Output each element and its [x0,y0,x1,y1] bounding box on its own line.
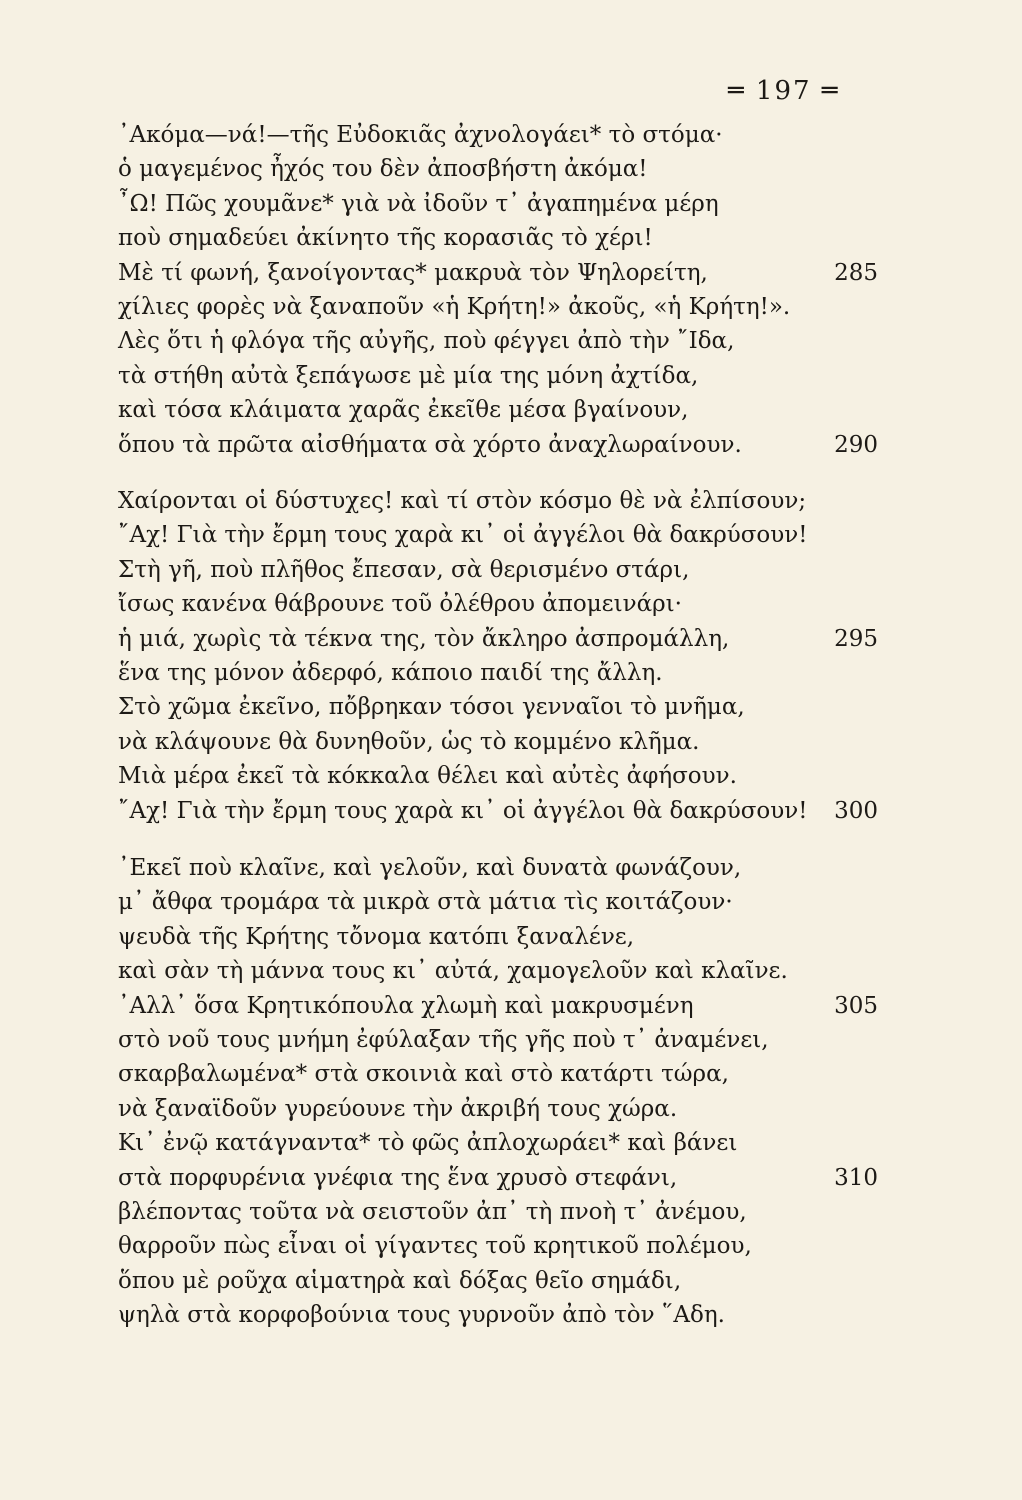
verse-text: μ᾿ ἄθφα τρομάρα τὰ μικρὰ στὰ μάτια τὶς κοιτάζουν· [118,889,733,916]
stanza-2 [118,484,878,828]
line-number: 300 [834,797,878,824]
verse-text: ᾿Εκεῖ ποὺ κλαῖνε, καὶ γελοῦν, καὶ δυνατὰ φωνάζουν, [118,855,742,881]
verse-line [118,656,878,690]
verse-line [118,725,878,759]
verse-text: στὰ πορφυρένια γνέφια της ἕνα χρυσὸ στεφάνι, [118,1164,678,1191]
line-number: 305 [834,992,878,1019]
verse-text: ῎Αχ! Γιὰ τὴν ἔρμη τους χαρὰ κι᾿ οἱ ἀγγέλοι θὰ δακρύσουν! [118,522,808,549]
verse-line [118,1092,878,1126]
verse-line [118,118,878,152]
verse-line [118,587,878,621]
verse-line [118,518,878,552]
verse-line [118,920,878,954]
verse-line [118,794,878,828]
verse-line [118,1023,878,1057]
verse-text: ψηλὰ στὰ κορφοβούνια τους γυρνοῦν ἀπὸ τὸν ῞Αδη. [118,1302,725,1329]
line-number: 285 [834,259,878,286]
verse-text: καὶ σὰν τὴ μάννα τους κι᾿ αὐτά, χαμογελοῦν καὶ κλαῖνε. [118,958,788,985]
verse-text: νὰ κλάψουνε θὰ δυνηθοῦν, ὡς τὸ κομμένο κλῆμα. [118,728,700,755]
verse-text: Χαίρονται οἱ δύστυχες! καὶ τί στὸν κόσμο θὲ νὰ ἐλπίσουν; [118,488,807,514]
line-number: 290 [834,431,878,458]
verse-line [118,221,878,255]
verse-line [118,256,878,290]
verse-line [118,1229,878,1263]
verse-text: Στὸ χῶμα ἐκεῖνο, πὄβρηκαν τόσοι γενναῖοι τὸ μνῆμα, [118,694,745,721]
verse-line [118,428,878,462]
verse-line [118,851,878,885]
verse-line [118,885,878,919]
verse-text: Λὲς ὅτι ἡ φλόγα τῆς αὐγῆς, ποὺ φέγγει ἀπὸ τὴν ῎Ιδα, [118,328,735,355]
verse-text: Μὲ τί φωνή, ξανοίγοντας* μακρυὰ τὸν Ψηλορείτη, [118,259,708,286]
stanza-3 [118,851,878,1332]
line-number: 295 [834,625,878,652]
verse-text: ῎Αχ! Γιὰ τὴν ἔρμη τους χαρὰ κι᾿ οἱ ἀγγέλοι θὰ δακρύσουν! [118,797,808,824]
verse-text: Κι᾿ ἐνῷ κατάγναντα* τὸ φῶς ἀπλοχωράει* καὶ βάνει [118,1130,738,1157]
verse-text: ὅπου τὰ πρῶτα αἰσθήματα σὰ χόρτο ἀναχλωραίνουν. [118,431,742,458]
verse-line [118,1298,878,1332]
verse-line [118,484,878,518]
verse-text: ῏Ω! Πῶς χουμᾶνε* γιὰ νὰ ἰδοῦν τ᾿ ἀγαπημένα μέρη [118,190,719,217]
verse-text: ἴσως κανένα θάβρουνε τοῦ ὀλέθρου ἀπομεινάρι· [118,591,682,618]
verse-text: καὶ τόσα κλάιματα χαρᾶς ἐκεῖθε μέσα βγαίνουν, [118,397,689,424]
verse-text: ἡ μιά, χωρὶς τὰ τέκνα της, τὸν ἄκληρο ἀσπρομάλλη, [118,625,730,652]
verse-text: Στὴ γῆ, ποὺ πλῆθος ἔπεσαν, σὰ θερισμένο στάρι, [118,556,690,583]
verse-text: ἕνα της μόνον ἀδερφό, κάποιο παιδί της ἄλλη. [118,659,663,686]
stanza-1 [118,118,878,462]
verse-line [118,759,878,793]
verse-text: Μιὰ μέρα ἐκεῖ τὰ κόκκαλα θέλει καὶ αὐτὲς ἀφήσουν. [118,763,737,790]
verse-line [118,359,878,393]
verse-line [118,553,878,587]
verse-line [118,989,878,1023]
verse-text: σκαρβαλωμένα* στὰ σκοινιὰ καὶ στὸ κατάρτι τώρα, [118,1061,729,1088]
verse-line [118,152,878,186]
verse-text: ψευδὰ τῆς Κρήτης τὄνομα κατόπι ξαναλένε, [118,923,635,950]
verse-line [118,393,878,427]
verse-text: ὅπου μὲ ροῦχα αἱματηρὰ καὶ δόξας θεῖο σημάδι, [118,1267,682,1294]
verse-text: ποὺ σημαδεύει ἀκίνητο τῆς κορασιᾶς τὸ χέρι! [118,225,653,252]
verse-line [118,290,878,324]
verse-text: ὁ μαγεμένος ἦχός του δὲν ἀποσβήστη ἀκόμα! [118,156,648,183]
verse-line [118,324,878,358]
page-number: ═ 197 ═ [728,76,840,106]
verse-text: στὸ νοῦ τους μνήμη ἐφύλαξαν τῆς γῆς ποὺ τ᾿ ἀναμένει, [118,1026,769,1053]
verse-line [118,622,878,656]
verse-line [118,1057,878,1091]
verse-line [118,187,878,221]
verse-text: τὰ στήθη αὐτὰ ξεπάγωσε μὲ μία της μόνη ἀχτίδα, [118,362,699,389]
verse-line [118,1264,878,1298]
verse-text: ᾿Ακόμα—νά!—τῆς Εὐδοκιᾶς ἀχνολογάει* τὸ στόμα· [118,122,723,148]
verse-text: χίλιες φορὲς νὰ ξαναποῦν «ἡ Κρήτη!» ἀκοῦς, «ἡ Κρήτη!». [118,293,791,320]
verse-line [118,1126,878,1160]
verse-line [118,1161,878,1195]
line-number: 310 [834,1164,878,1191]
verse-text: βλέποντας τοῦτα νὰ σειστοῦν ἀπ᾿ τὴ πνοὴ τ᾿ ἀνέμου, [118,1198,747,1225]
verse-line [118,690,878,724]
verse-line [118,954,878,988]
verse-line [118,1195,878,1229]
verse-text: ᾿Αλλ᾿ ὅσα Κρητικόπουλα χλωμὴ καὶ μακρυσμένη [118,992,694,1019]
verse-text: νὰ ξαναϊδοῦν γυρεύουνε τὴν ἀκριβή τους χώρα. [118,1095,678,1122]
verse-text: θαρροῦν πὼς εἶναι οἱ γίγαντες τοῦ κρητικοῦ πολέμου, [118,1233,752,1260]
